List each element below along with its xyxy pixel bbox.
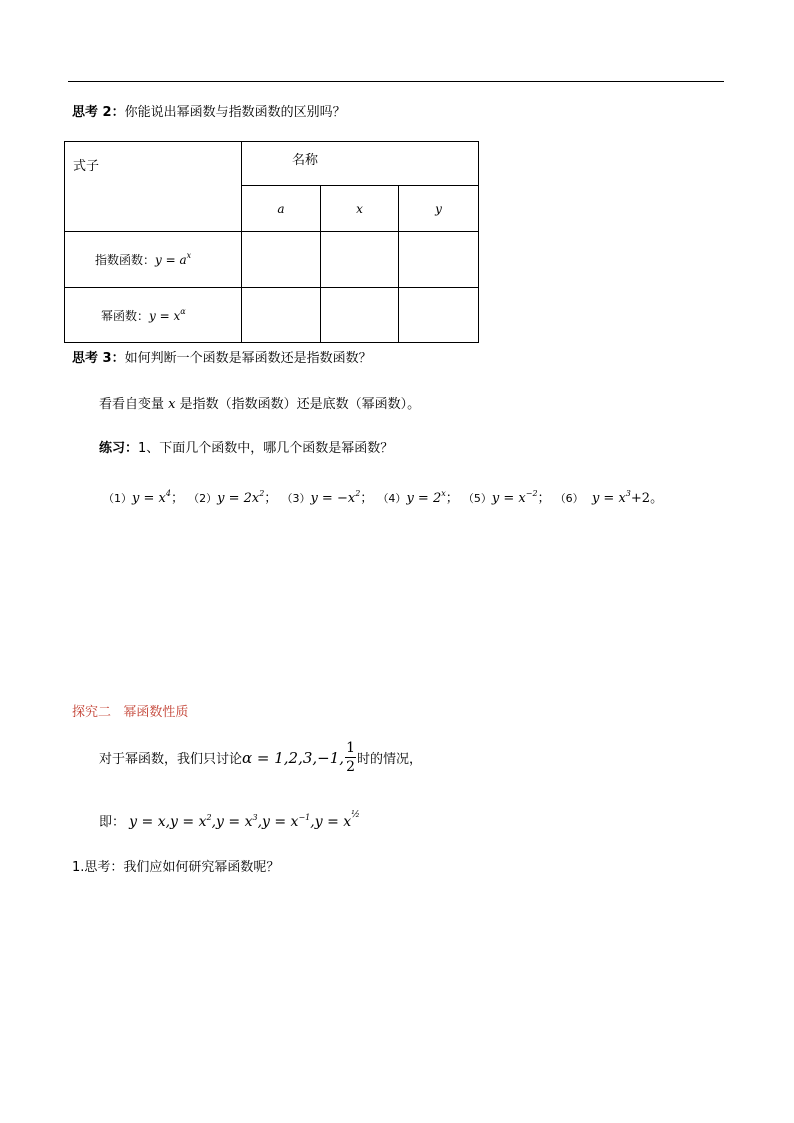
think2-label: 思考 2： xyxy=(72,105,125,120)
hint-var: x xyxy=(168,397,176,412)
option-3-formula: $y = -x^2$ xyxy=(310,489,361,506)
think3-line xyxy=(72,351,372,367)
hint-post: 是指数（指数函数）还是底数（幂函数）。 xyxy=(175,397,421,412)
discuss-pre: 对于幂函数，我们只讨论 xyxy=(99,752,243,767)
option-6-num: （6） xyxy=(554,492,584,505)
option-1-num: （1） xyxy=(103,492,132,505)
q1-text: 我们应如何研究幂函数呢？ xyxy=(123,860,280,875)
option-3-num: （3） xyxy=(281,492,311,505)
exercise-options xyxy=(103,487,663,506)
ie-label: 即： xyxy=(99,815,126,830)
discuss-post: 时的情况， xyxy=(357,752,423,767)
cell-exp-x xyxy=(321,232,399,288)
row-exponential-formula: $y = a^x$ xyxy=(155,251,192,267)
discuss-line xyxy=(99,741,422,774)
discuss-alpha-values: α = 1,2,3,−1, xyxy=(242,748,345,767)
section-subtitle: 幂函数性质 xyxy=(123,705,189,720)
row-power-label xyxy=(65,288,242,343)
option-6-sep: 。 xyxy=(650,491,664,506)
cell-pow-y xyxy=(399,288,479,343)
table-header-name: 名称 xyxy=(242,142,479,186)
section-heading xyxy=(72,705,188,721)
exercise-label: 练习： xyxy=(99,441,139,456)
exercise-line xyxy=(99,441,393,457)
cell-exp-a xyxy=(242,232,321,288)
col-a: a xyxy=(242,186,321,232)
q1-label: 1.思考： xyxy=(72,860,124,875)
table-corner: 式子 xyxy=(65,142,242,232)
option-3-sep: ； xyxy=(360,491,374,506)
section-title: 探究二 xyxy=(72,705,112,720)
row-power-formula: $y = x^\alpha$ xyxy=(149,306,186,323)
fraction-one-half: $\frac{1}{2}$ xyxy=(346,740,355,775)
option-5-num: （5） xyxy=(462,492,492,505)
hint-pre: 看看自变量 xyxy=(99,397,169,412)
option-5-formula: $y = x^{-2}$ xyxy=(491,489,538,506)
option-1-sep: ； xyxy=(170,491,184,506)
option-4-sep: ； xyxy=(445,491,459,506)
option-5-sep: ； xyxy=(537,491,551,506)
exercise-text: 1、下面几个函数中，哪几个函数是幂函数？ xyxy=(138,441,394,456)
think3-label: 思考 3： xyxy=(72,351,125,366)
ie-formulas: $y = x,y = x^2,y = x^3,y = x^{-1},y = x^{\frac{1}{2}}$ xyxy=(129,810,360,830)
cell-pow-a xyxy=(242,288,321,343)
cell-pow-x xyxy=(321,288,399,343)
option-1-formula: $y = x^4$ xyxy=(132,489,171,506)
option-2-num: （2） xyxy=(188,492,218,505)
option-6-formula: $y = x^3+2$ xyxy=(591,489,651,506)
think2-line xyxy=(72,105,346,121)
row-power-name: 幂函数： xyxy=(101,308,150,323)
option-4-num: （4） xyxy=(377,492,407,505)
option-2-sep: ； xyxy=(264,491,278,506)
q1-line xyxy=(72,860,279,876)
comparison-table xyxy=(64,141,479,343)
cell-exp-y xyxy=(399,232,479,288)
think3-question: 如何判断一个函数是幂函数还是指数函数？ xyxy=(124,351,372,366)
think2-question: 你能说出幂函数与指数函数的区别吗？ xyxy=(124,105,346,120)
option-2-formula: $y = 2x^2$ xyxy=(217,489,265,506)
row-exponential-label xyxy=(65,232,242,288)
hint-line xyxy=(99,397,420,413)
row-exponential-name: 指数函数： xyxy=(95,253,156,267)
col-x: x xyxy=(321,186,399,232)
ie-line xyxy=(99,811,360,830)
col-y: y xyxy=(399,186,479,232)
option-4-formula: $y = 2^x$ xyxy=(406,489,446,506)
header-rule xyxy=(68,81,724,82)
